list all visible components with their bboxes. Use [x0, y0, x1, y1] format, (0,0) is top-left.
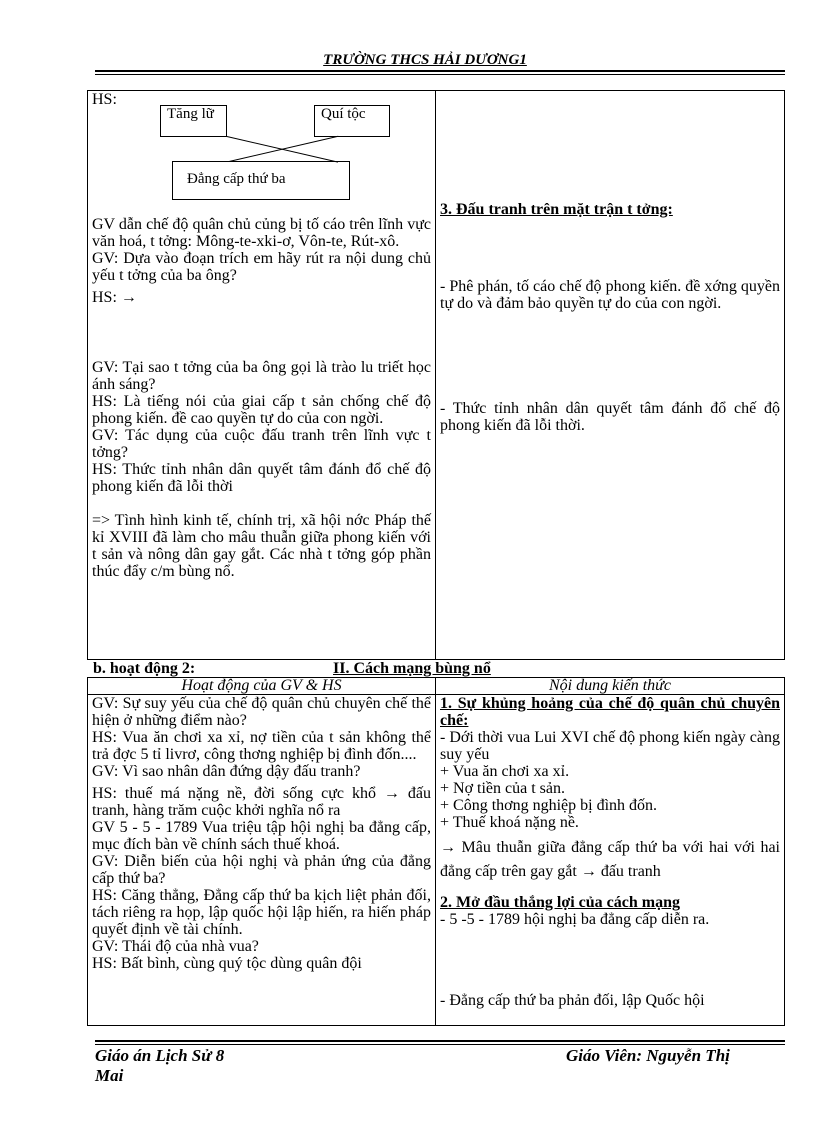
gv-uprising-question: GV: Vì sao nhân dân đứng dậy đấu tranh?: [92, 763, 361, 780]
footer-teacher-continued: Mai: [95, 1066, 124, 1085]
gv-intro: GV dẫn chế độ quân chủ củng bị tố cáo trên lĩnh vực văn hoá, t tởng: Mông-te-xki-ơ, Vôn-te, Rút-xô.: [92, 216, 431, 250]
crisis-item-5: + Thuế khoá nặng nề.: [440, 814, 579, 831]
diagram-box-nobility: Quí tộc: [314, 105, 390, 137]
table1-left-cell: [88, 91, 436, 660]
hs-label: HS:: [92, 91, 117, 108]
crisis-item-3: + Nợ tiền của t sản.: [440, 780, 566, 797]
hs-arrow: HS: →: [92, 289, 137, 306]
content-awaken: - Thức tỉnh nhân dân quyết tâm đánh đổ chế độ phong kiến đã lỗi thời.: [440, 400, 780, 434]
col-header-content: Nội dung kiến thức: [436, 678, 785, 695]
hs-uprising-answer: HS: thuế má nặng nề, đời sống cực khổ → đấu tranh, hàng trăm cuộc khởi nghĩa nổ ra: [92, 785, 431, 819]
activity-label: b. hoạt động 2:: [93, 660, 196, 677]
footer-rule-thick: [95, 1040, 785, 1042]
hs-decline-answer: HS: Vua ăn chơi xa xỉ, nợ tiền của t sản không thể trả đợc 5 tỉ livrơ, công thơng nghiệp bị đình đốn....: [92, 729, 431, 763]
gv-estates-general: GV 5 - 5 - 1789 Vua triệu tập hội nghị ba đẳng cấp, mục đích bàn về chính sách thuế khoá.: [92, 819, 431, 853]
footer-subject: Giáo án Lịch Sử 8: [95, 1046, 225, 1065]
heading-ideology: 3. Đấu tranh trên mặt trận t tởng:: [440, 201, 673, 218]
victory-item-1: - 5 -5 - 1789 hội nghị ba đẳng cấp diễn ra.: [440, 911, 710, 928]
header-rule-thin: [95, 74, 785, 75]
crisis-conclusion: → Mâu thuẫn giữa đẳng cấp thứ ba với hai với hai đẳng cấp trên gay gắt → đấu tranh: [440, 839, 780, 880]
crisis-item-4: + Công thơng nghiệp bị đình đốn.: [440, 797, 658, 814]
lesson-table-2: [87, 677, 785, 1026]
content-criticism: - Phê phán, tố cáo chế độ phong kiến. đề xớng quyền tự do và đảm bảo quyền tự do của con ngời.: [440, 278, 780, 312]
crisis-item-1: - Dới thời vua Lui XVI chế độ phong kiến ngày càng suy yếu: [440, 729, 780, 763]
gv-question-why: GV: Tại sao t tởng của ba ông gọi là trào lu triết học ánh sáng?: [92, 359, 431, 393]
gv-decline-question: GV: Sự suy yếu của chế độ quân chủ chuyên chế thể hiện ở những điểm nào?: [92, 695, 431, 729]
diagram-box-third-estate: Đẳng cấp thứ ba: [172, 161, 350, 200]
col-header-activities: Hoạt động của GV & HS: [88, 678, 436, 695]
gv-king-question: GV: Thái độ của nhà vua?: [92, 938, 259, 955]
footer-teacher: Giáo Viên: Nguyễn Thị: [566, 1046, 730, 1065]
gv-question-content: GV: Dựa vào đoạn trích em hãy rút ra nội dung chủ yếu t tởng của ba ông?: [92, 250, 431, 284]
footer-rule-thin: [95, 1044, 785, 1045]
section-title: II. Cách mạng bùng nổ: [333, 660, 491, 677]
conclusion-paragraph: => Tình hình kinh tế, chính trị, xã hội nớc Pháp thế kỉ XVIII đã làm cho mâu thuẫn giữa phong kiến với t sản và nông dân gay gắt. Các nhà t tởng góp phần thúc đẩy c/m bùng nổ.: [92, 512, 431, 580]
heading-victory: 2. Mở đầu thắng lợi của cách mạng: [440, 894, 680, 911]
heading-crisis: 1. Sự khủng hoảng của chế độ quân chủ chuyên chế:: [440, 695, 780, 729]
hs-answer-voice: HS: Là tiếng nói của giai cấp t sản chống chế độ phong kiến. đề cao quyền tự do của con ngời.: [92, 393, 431, 427]
diagram-box-clergy: Tăng lữ: [160, 105, 227, 137]
hs-answer-awaken: HS: Thức tỉnh nhân dân quyết tâm đánh đổ chế độ phong kiến đã lỗi thời: [92, 461, 431, 495]
crisis-item-2: + Vua ăn chơi xa xỉ.: [440, 763, 570, 780]
hs-king-answer: HS: Bất bình, cùng quý tộc dùng quân đội: [92, 955, 362, 972]
hs-meeting-answer: HS: Căng thẳng, Đẳng cấp thứ ba kịch liệt phản đối, tách riêng ra họp, lập quốc hội lập hiến, ra hiến pháp quyết định về tài chính.: [92, 887, 431, 938]
table2-right-cell: [436, 695, 785, 1026]
gv-meeting-question: GV: Diễn biến của hội nghị và phản ứng của đẳng cấp thứ ba?: [92, 853, 431, 887]
lesson-table-1: [87, 90, 785, 660]
victory-item-2: - Đẳng cấp thứ ba phản đối, lập Quốc hội: [440, 992, 705, 1009]
header-school: TRƯỜNG THCS HẢI DƯƠNG1: [323, 52, 527, 68]
gv-question-effect: GV: Tác dụng của cuộc đấu tranh trên lĩnh vực t tởng?: [92, 427, 431, 461]
table1-right-cell: [436, 91, 785, 660]
table2-left-cell: [88, 695, 436, 1026]
class-diagram: [92, 91, 431, 216]
header-rule-thick: [95, 70, 785, 72]
